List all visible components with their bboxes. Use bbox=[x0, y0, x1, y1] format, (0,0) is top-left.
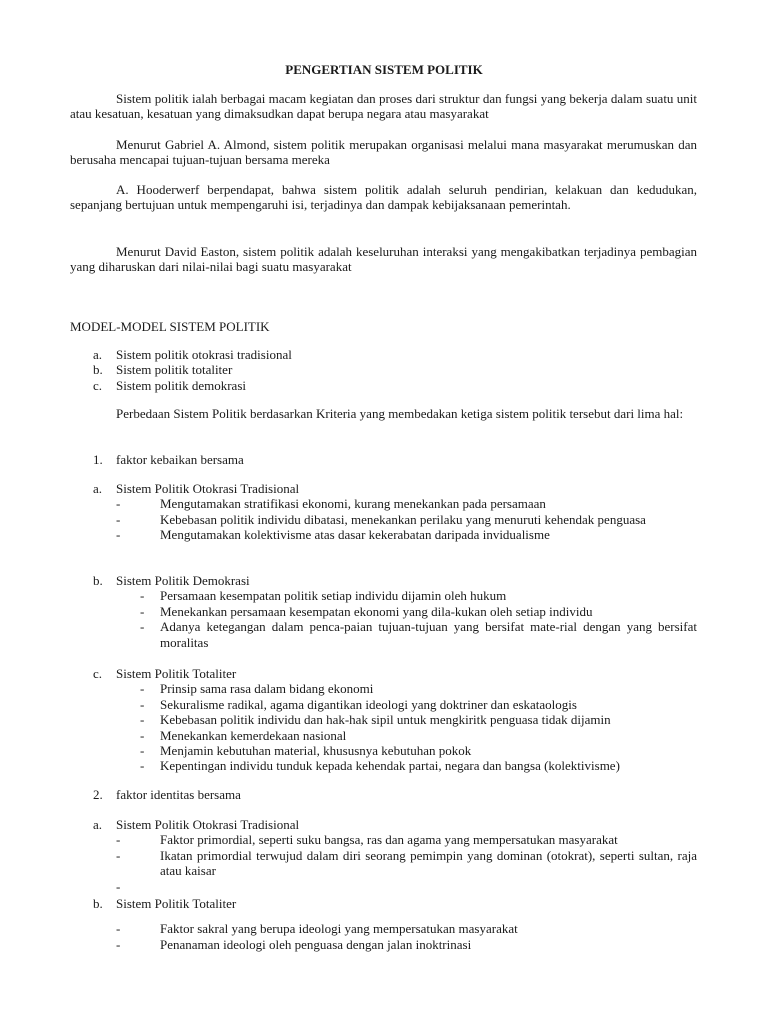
list-item-text: Kepentingan individu tunduk kepada kehendak partai, negara dan bangsa (kolektivisme) bbox=[160, 758, 620, 774]
list-item-text: Sekuralisme radikal, agama digantikan ideologi yang doktriner dan eskataologis bbox=[160, 696, 577, 712]
paragraph-easton: Menurut David Easton, sistem politik adalah keseluruhan interaksi yang mengakibatkan terjadinya pembagian yang diharuskan dari nilai-nilai bagi suatu masyarakat bbox=[70, 244, 697, 275]
group-marker: c. bbox=[93, 666, 103, 681]
list-item-text: Menekankan persamaan kesempatan ekonomi yang dila-kukan oleh setiap individu bbox=[160, 603, 593, 619]
list-item bbox=[70, 743, 697, 758]
list-item bbox=[70, 681, 697, 696]
list-item bbox=[70, 758, 697, 773]
list-item bbox=[70, 921, 697, 936]
factor-2-group-b bbox=[70, 896, 697, 952]
group-marker: a. bbox=[93, 481, 103, 496]
list-item bbox=[70, 832, 697, 847]
list-item bbox=[70, 496, 697, 511]
list-item-text: Mengutamakan stratifikasi ekonomi, kurang menekankan pada persamaan bbox=[160, 496, 546, 512]
dash-marker: - bbox=[116, 878, 121, 894]
list-item-text: Faktor sakral yang berupa ideologi yang mempersatukan masyarakat bbox=[160, 921, 518, 937]
list-item-text: Penanaman ideologi oleh penguasa dengan jalan inoktrinasi bbox=[160, 936, 472, 952]
dash-marker: - bbox=[116, 496, 121, 512]
dash-marker: - bbox=[116, 847, 121, 863]
list-item bbox=[70, 728, 697, 743]
list-item-text: Sistem politik otokrasi tradisional bbox=[116, 347, 292, 362]
dash-marker: - bbox=[116, 936, 121, 952]
dash-marker: - bbox=[140, 712, 145, 728]
group-label: Sistem Politik Totaliter bbox=[116, 896, 237, 911]
paragraph-almond: Menurut Gabriel A. Almond, sistem politik merupakan organisasi melalui mana masyarakat merumuskan dan berusaha mencapai tujuan-tujuan bersama mereka bbox=[70, 137, 697, 168]
list-item bbox=[70, 712, 697, 727]
list-item bbox=[70, 604, 697, 619]
dash-marker: - bbox=[116, 527, 121, 543]
list-item bbox=[70, 512, 697, 527]
factor-marker: 1. bbox=[93, 452, 103, 467]
list-item bbox=[70, 378, 697, 393]
list-item-text: Kebebasan politik individu dibatasi, menekankan perilaku yang menuruti kehendak penguasa bbox=[160, 511, 646, 527]
list-item-text: Persamaan kesempatan politik setiap individu dijamin oleh hukum bbox=[160, 588, 507, 604]
paragraph-definition: Sistem politik ialah berbagai macam kegiatan dan proses dari struktur dan fungsi yang bekerja dalam suatu unit atau kesatuan, kesatuan yang dimaksudkan dapat berupa negara atau masyarakat bbox=[70, 91, 697, 122]
comparison-intro: Perbedaan Sistem Politik berdasarkan Kriteria yang membedakan ketiga sistem politik tersebut dari lima hal: bbox=[116, 406, 684, 421]
list-marker: b. bbox=[93, 362, 103, 378]
factor-1-group-c bbox=[70, 666, 697, 774]
dash-marker: - bbox=[140, 696, 145, 712]
factor-2-heading bbox=[70, 787, 697, 802]
factor-1-group-a bbox=[70, 481, 697, 543]
dash-marker: - bbox=[116, 921, 121, 937]
list-item bbox=[70, 697, 697, 712]
list-item bbox=[70, 937, 697, 952]
list-item-text: Prinsip sama rasa dalam bidang ekonomi bbox=[160, 681, 374, 697]
factor-1-heading bbox=[70, 452, 697, 467]
dash-marker: - bbox=[140, 758, 145, 774]
list-item bbox=[70, 362, 697, 377]
dash-marker: - bbox=[140, 603, 145, 619]
list-item bbox=[70, 527, 697, 542]
list-item-text: Ikatan primordial terwujud dalam diri seorang pemimpin yang dominan (otokrat), seperti sultan, raja atau kaisar bbox=[160, 847, 697, 879]
list-item-text: Mengutamakan kolektivisme atas dasar kekerabatan daripada invidualisme bbox=[160, 527, 550, 543]
list-item bbox=[70, 848, 697, 879]
group-marker: b. bbox=[93, 573, 103, 588]
list-item bbox=[70, 619, 697, 650]
list-item-text: Faktor primordial, seperti suku bangsa, ras dan agama yang mempersatukan masyarakat bbox=[160, 832, 618, 848]
factor-marker: 2. bbox=[93, 787, 103, 802]
group-label: Sistem Politik Otokrasi Tradisional bbox=[116, 481, 300, 496]
dash-marker: - bbox=[140, 619, 145, 635]
list-marker: a. bbox=[93, 347, 103, 362]
group-label: Sistem Politik Demokrasi bbox=[116, 573, 250, 588]
group-marker: a. bbox=[93, 817, 103, 832]
factor-1-group-b bbox=[70, 573, 697, 650]
dash-marker: - bbox=[140, 588, 145, 604]
page-title: PENGERTIAN SISTEM POLITIK bbox=[285, 62, 483, 77]
dash-marker: - bbox=[116, 511, 121, 527]
group-marker: b. bbox=[93, 896, 103, 911]
list-item-text: Adanya ketegangan dalam penca-paian tujuan-tujuan yang bersifat mate-rial dengan yang bersifat moralitas bbox=[160, 619, 697, 650]
factor-label: faktor identitas bersama bbox=[116, 787, 241, 802]
factor-label: faktor kebaikan bersama bbox=[116, 452, 244, 467]
list-item-text: Menekankan kemerdekaan nasional bbox=[160, 727, 347, 743]
group-label: Sistem Politik Totaliter bbox=[116, 666, 237, 681]
list-item-text: Sistem politik demokrasi bbox=[116, 377, 246, 393]
group-label: Sistem Politik Otokrasi Tradisional bbox=[116, 817, 300, 832]
dash-marker: - bbox=[140, 743, 145, 759]
factor-2-group-a bbox=[70, 817, 697, 894]
dash-marker: - bbox=[116, 832, 121, 848]
list-item-text: Kebebasan politik individu dan hak-hak sipil untuk mengkiritk penguasa tidak dijamin bbox=[160, 712, 611, 728]
paragraph-hooderwerf: A. Hooderwerf berpendapat, bahwa sistem politik adalah seluruh pendirian, kelakuan dan kedudukan, sepanjang bertujuan untuk mempengaruhi isi, terjadinya dan dampak kebijaksanaan pemerintah. bbox=[70, 182, 697, 213]
models-heading: MODEL-MODEL SISTEM POLITIK bbox=[70, 319, 270, 334]
dash-marker: - bbox=[140, 681, 145, 697]
list-item bbox=[70, 588, 697, 603]
list-marker: c. bbox=[93, 377, 103, 393]
dash-marker: - bbox=[140, 727, 145, 743]
list-item-text: Sistem politik totaliter bbox=[116, 362, 233, 378]
models-list bbox=[70, 347, 697, 393]
list-item bbox=[70, 347, 697, 362]
list-item-text: Menjamin kebutuhan material, khususnya kebutuhan pokok bbox=[160, 743, 472, 759]
